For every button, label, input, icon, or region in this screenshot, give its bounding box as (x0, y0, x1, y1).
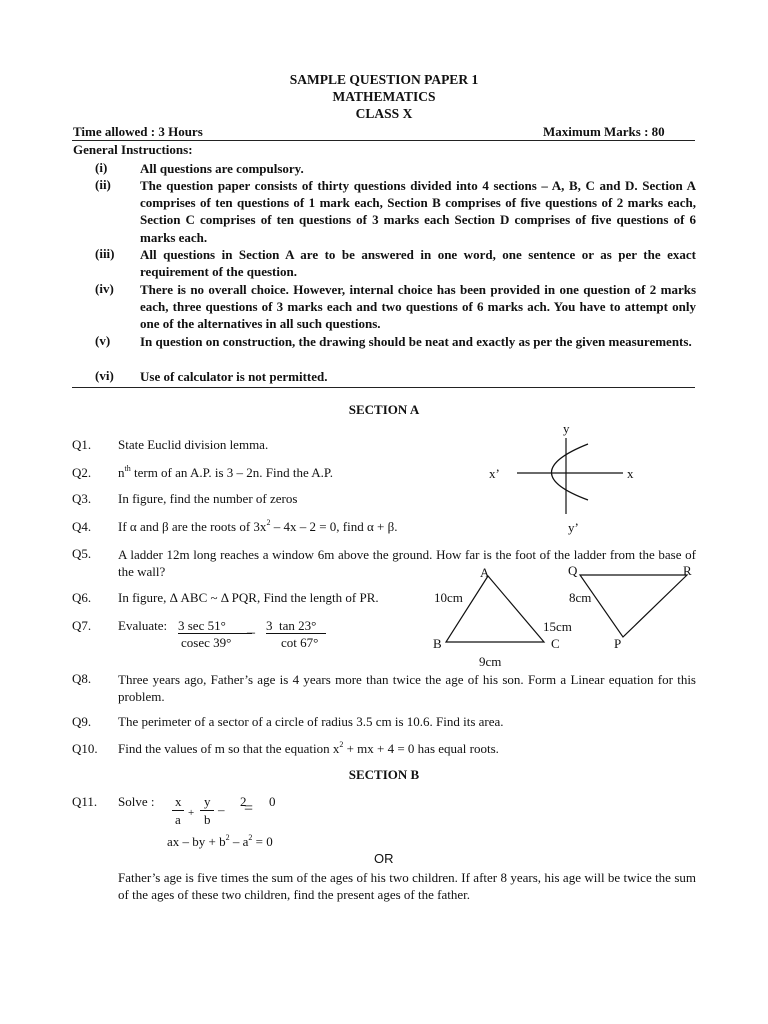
instruction-number: (i) (95, 160, 108, 175)
parabola-graph-figure (510, 430, 630, 520)
fraction-2-denominator: cot 67° (281, 635, 319, 650)
question-number: Q8. (72, 671, 92, 686)
instruction-text: In question on construction, the drawing should be neat and exactly as per the given measurements. (140, 334, 692, 349)
vertex-c-label: C (551, 636, 560, 651)
fraction-2-numerator: 3 tan 23° (266, 618, 317, 633)
question-number: Q9. (72, 714, 92, 729)
similar-triangles-figure (440, 570, 700, 650)
side-bc-label: 9cm (479, 654, 502, 669)
question-text: If α and β are the roots of $3x^2 - 4x - 2 = 0$, find α + β. (118, 518, 398, 534)
vertex-r-label: R (683, 563, 692, 578)
header-divider (72, 140, 695, 141)
side-pq-label: 8cm (569, 590, 592, 605)
instruction-number: (ii) (95, 177, 111, 192)
instruction-number: (v) (95, 333, 111, 348)
side-ac-label: 15cm (543, 619, 572, 634)
question-text: State Euclid division lemma. (118, 437, 269, 452)
question-text: A ladder 12m long reaches a window 6m above the ground. How far is the foot of the ladder from the base of the wall? (118, 547, 696, 579)
question-number: Q3. (72, 491, 92, 506)
question-number: Q11. (72, 794, 98, 809)
instruction-text: There is no overall choice. However, internal choice has been provided in one question of 2 marks each, three questions of 3 marks each and two questions of 6 marks ach. You have to attempt only one of the alternatives in all such questions. (140, 282, 696, 332)
question-number: Q4. (72, 519, 92, 534)
fraction-1-denominator: cosec 39° (181, 635, 232, 650)
question-number: Q5. (72, 546, 92, 561)
fraction-2-bar (266, 633, 326, 634)
fraction-1-numerator: 3 sec 51° (178, 618, 226, 633)
minus-sign: – (218, 802, 225, 817)
equation-2: ax – by + $b^2 - a^2 = 0$ (167, 833, 273, 849)
instruction-text: Use of calculator is not permitted. (140, 369, 328, 384)
triangle-pqr (580, 575, 687, 637)
vertex-q-label: Q (568, 563, 578, 578)
question-text: Father’s age is five times the sum of the ages of his two children. If after 8 years, his age will be twice the sum of the ages of these two children, find the present ages of the father. (118, 870, 696, 902)
x-numerator: x (175, 794, 182, 809)
question-number: Q6. (72, 590, 92, 605)
instruction-number: (vi) (95, 368, 114, 383)
vertex-b-label: B (433, 636, 442, 651)
question-number: Q2. (72, 465, 92, 480)
paper-title: SAMPLE QUESTION PAPER 1 (289, 72, 479, 87)
question-text: $n^{th}$ term of an A.P. is 3 – 2n. Find the A.P. (118, 464, 333, 480)
y-numerator: y (204, 794, 211, 809)
x-fraction-bar (172, 810, 184, 811)
question-number: Q1. (72, 437, 92, 452)
section-a-title: SECTION A (348, 402, 420, 417)
question-text: The perimeter of a sector of a circle of radius 3.5 cm is 10.6. Find its area. (118, 714, 504, 729)
y-fraction-bar (200, 810, 214, 811)
question-number: Q10. (72, 741, 98, 756)
b-denominator: b (204, 812, 211, 827)
question-number: Q7. (72, 618, 92, 633)
graph-x-neg-label: x’ (489, 466, 500, 481)
instructions-divider (72, 387, 695, 388)
plus-sign: + (188, 807, 195, 819)
general-instructions-heading: General Instructions: (73, 142, 193, 157)
triangle-abc (446, 576, 544, 642)
question-text: Three years ago, Father’s age is 4 years more than twice the age of his son. Form a Linear equation for this problem. (118, 672, 696, 704)
section-b-title: SECTION B (348, 767, 420, 782)
instruction-number: (iv) (95, 281, 114, 296)
subject-title: MATHEMATICS (332, 89, 436, 104)
graph-y-neg-label: y’ (568, 520, 579, 535)
instruction-text: The question paper consists of thirty questions divided into 4 sections – A, B, C and D. Section A comprises of ten questions of 1 mark each, Section B comprises of five questions of 2 marks each, Section C comprises of ten questions of 3 marks each Section D comprises of five questions of 6 marks each. (140, 178, 696, 245)
or-label: OR (374, 851, 394, 866)
a-denominator: a (175, 812, 181, 827)
vertex-a-label: A (480, 565, 490, 580)
vertex-p-label: P (614, 636, 622, 651)
instruction-number: (iii) (95, 246, 115, 261)
graph-x-label: x (627, 466, 634, 481)
maximum-marks: Maximum Marks : 80 (543, 124, 665, 139)
parabola-curve (552, 444, 589, 500)
minus-sign: – (247, 624, 255, 641)
instruction-text: All questions are compulsory. (140, 161, 304, 176)
instruction-text: All questions in Section A are to be answered in one word, one sentence or as per the exact requirement of the question. (140, 247, 696, 280)
question-text: In figure, Δ ABC ~ Δ PQR, Find the length of PR. (118, 590, 379, 605)
zero-value: 0 (269, 794, 276, 809)
question-text: Find the values of m so that the equation $x^2$ + mx + 4 = 0 has equal roots. (118, 740, 499, 756)
question-text: In figure, find the number of zeros (118, 491, 298, 506)
fraction-1-bar (178, 633, 252, 634)
equals-sign: = (244, 800, 254, 817)
solve-label: Solve : (118, 794, 155, 809)
evaluate-label: Evaluate: (118, 618, 168, 633)
graph-y-label: y (563, 421, 570, 436)
time-allowed: Time allowed : 3 Hours (73, 124, 203, 139)
side-ab-label: 10cm (434, 590, 463, 605)
two-numerator: 2 (240, 794, 247, 809)
class-title: CLASS X (355, 106, 413, 121)
